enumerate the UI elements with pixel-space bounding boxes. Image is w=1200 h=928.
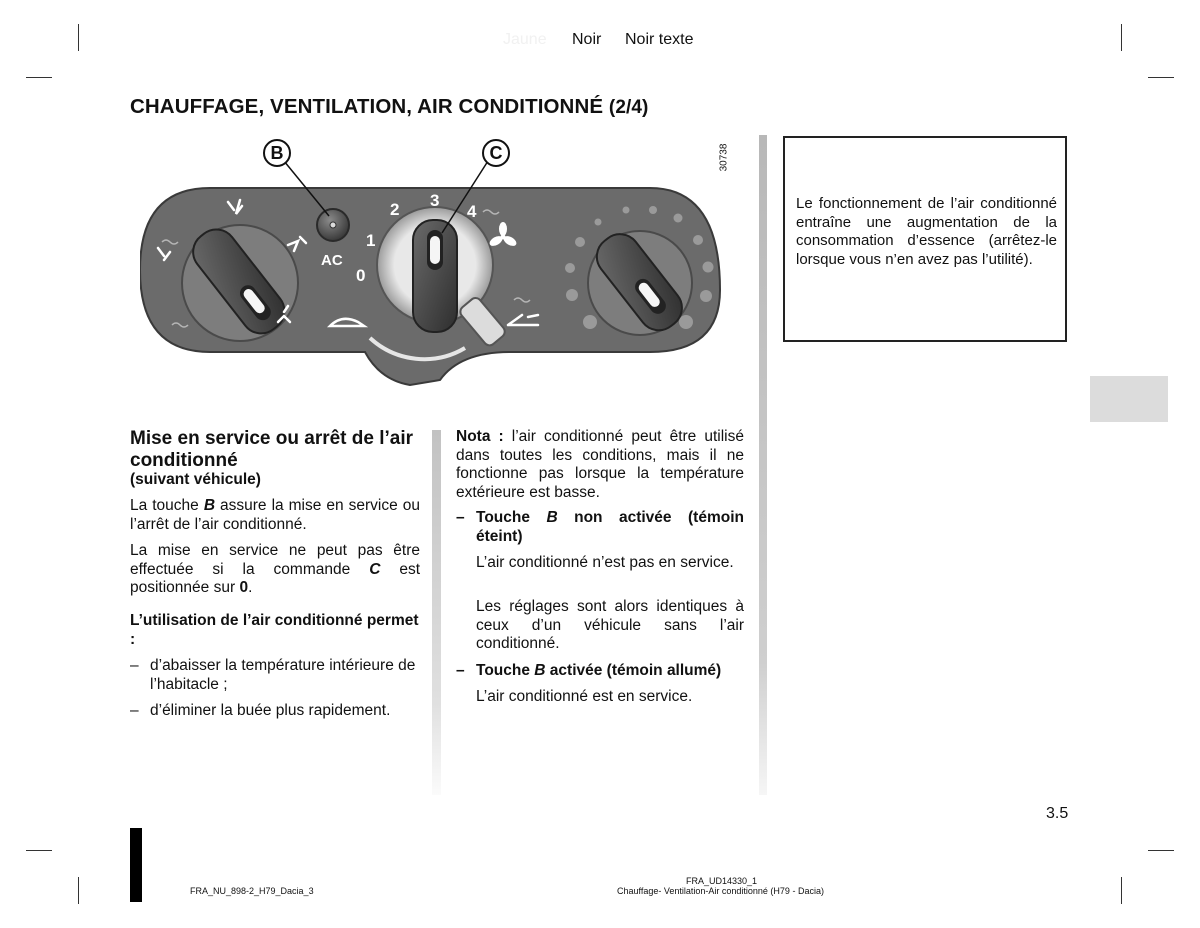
- crop-mark: [1121, 24, 1122, 51]
- item1-p2: Les réglages sont alors identiques à ceux d’un véhicule sans l’air conditionné.: [476, 598, 744, 652]
- ac-label: AC: [321, 252, 343, 269]
- section-heading: Mise en service ou arrêt de l’air conditionné: [130, 428, 414, 471]
- item1-key: B: [546, 509, 558, 526]
- note-box: [783, 136, 1067, 342]
- header-color-noir-texte: Noir texte: [625, 31, 694, 48]
- crop-mark: [78, 877, 79, 904]
- bullet-text: d’abaisser la température intérieure de l’habitacle ;: [150, 657, 416, 693]
- fan-speed-0: 0: [356, 266, 366, 285]
- fan-speed-2: 2: [390, 200, 400, 219]
- crop-mark: [1148, 77, 1174, 78]
- crop-mark: [78, 24, 79, 51]
- item2-before: Touche: [476, 662, 535, 679]
- item1-paragraph-2: [456, 598, 744, 654]
- key-b: B: [203, 497, 216, 514]
- fan-speed-3: 3: [430, 191, 440, 210]
- p2-end: .: [248, 579, 253, 596]
- bullet-item: [130, 702, 420, 721]
- p1-after: assure la mise en service ou l’arrêt de l’air conditionné.: [130, 497, 420, 533]
- page-title-part: (2/4): [608, 97, 649, 118]
- crop-mark: [1121, 877, 1122, 904]
- item1-p1: L’air conditionné n’est pas en service.: [476, 554, 734, 571]
- item-b-inactive-heading: [456, 509, 744, 546]
- item-dash: –: [456, 662, 465, 679]
- key-c: C: [369, 560, 381, 578]
- chapter-tab: [1090, 376, 1168, 422]
- paragraph-touche-b: [130, 497, 420, 534]
- page-title: [130, 95, 649, 119]
- section-subheading: (suivant véhicule): [130, 471, 261, 488]
- item1-after: non activée (témoin éteint): [476, 509, 744, 545]
- control-panel-figure: [140, 130, 760, 400]
- column-divider: [432, 430, 441, 795]
- paragraph-commande-c: [130, 542, 420, 598]
- page-number: 3.5: [1046, 805, 1069, 822]
- note-box-text: Le fonctionnement de l’air conditionné entraîne une augmentation de la consommation d’essence (arrêtez-le lorsque vous n’en avez pas l’utilité).: [796, 195, 1057, 268]
- callout-c: C: [482, 139, 510, 167]
- black-bar: [130, 828, 142, 902]
- p2-mid: est positionnée sur: [130, 560, 421, 596]
- nota-text: l’air conditionné peut être utilisé dans toutes les conditions, mais il ne fonctionne pas lorsque la température extérieure est basse.: [456, 428, 744, 501]
- item-b-active-heading: [456, 662, 744, 681]
- footer-right-line2: Chauffage- Ventilation-Air conditionné (H79 - Dacia): [617, 886, 824, 896]
- nota-label: Nota :: [456, 428, 504, 445]
- page-title-text: CHAUFFAGE, VENTILATION, AIR CONDITIONNÉ: [130, 95, 604, 118]
- header-color-jaune: Jaune: [503, 31, 547, 48]
- footer-left: FRA_NU_898-2_H79_Dacia_3: [190, 886, 314, 896]
- item2-paragraph: [456, 688, 744, 707]
- crop-mark: [26, 850, 52, 851]
- nota-paragraph: [456, 428, 744, 502]
- item2-after: activée (témoin allumé): [545, 662, 722, 679]
- item2-p1: L’air conditionné est en service.: [476, 688, 693, 705]
- figure-ref-number: 30738: [718, 143, 730, 172]
- bullet-item: [130, 657, 420, 694]
- bullet-text: d’éliminer la buée plus rapidement.: [150, 702, 391, 719]
- p2-before: La mise en service ne peut pas être effectuée si la commande: [130, 542, 420, 578]
- bullet-dash: –: [130, 657, 139, 674]
- value-zero: 0: [239, 579, 249, 596]
- fan-speed-1: 1: [366, 231, 376, 250]
- crop-mark: [1148, 850, 1174, 851]
- callout-b: B: [263, 139, 291, 167]
- crop-mark: [26, 77, 52, 78]
- item1-before: Touche: [476, 509, 547, 526]
- usage-heading: L’utilisation de l’air conditionné permet :: [130, 612, 419, 648]
- fan-speed-4: 4: [467, 202, 477, 221]
- footer-right-line1: FRA_UD14330_1: [686, 876, 758, 886]
- header-color-noir: Noir: [572, 31, 602, 48]
- item1-paragraph-1: [456, 554, 744, 573]
- item-dash: –: [456, 509, 465, 526]
- item2-key: B: [534, 662, 546, 679]
- p1-before: La touche: [130, 497, 204, 514]
- bullet-dash: –: [130, 702, 139, 719]
- vertical-divider: [759, 135, 767, 795]
